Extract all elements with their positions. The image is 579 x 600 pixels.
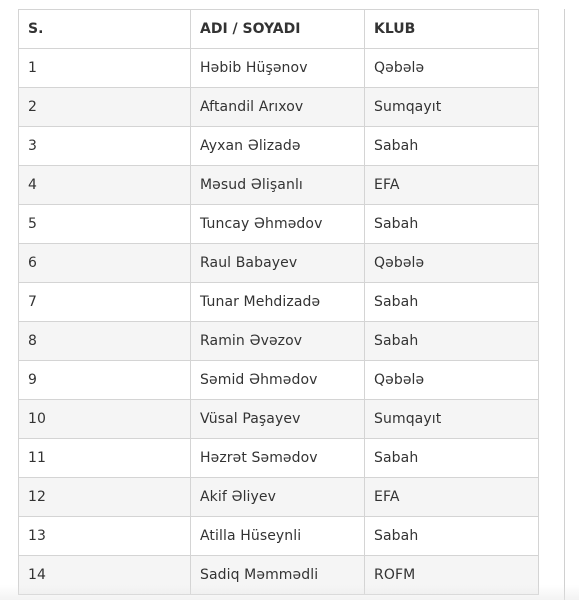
cell-number: 8 [19,322,191,361]
table-row [19,322,539,361]
table-row [19,166,539,205]
players-table-container [18,9,538,595]
cell-name: Akif Əliyev [191,478,365,517]
cell-club: Sabah [365,205,539,244]
header-name: ADI / SOYADI [191,10,365,49]
cell-name: Tunar Mehdizadə [191,283,365,322]
cell-number: 9 [19,361,191,400]
players-table [18,9,539,595]
table-row [19,127,539,166]
table-row [19,283,539,322]
cell-club: Sumqayıt [365,88,539,127]
cell-number: 2 [19,88,191,127]
table-row [19,400,539,439]
cell-club: ROFM [365,556,539,595]
cell-club: Sabah [365,439,539,478]
cell-number: 7 [19,283,191,322]
right-divider [564,9,565,600]
cell-number: 14 [19,556,191,595]
table-row [19,205,539,244]
cell-name: Həbib Hüşənov [191,49,365,88]
cell-club: Sabah [365,127,539,166]
table-row [19,361,539,400]
header-club: KLUB [365,10,539,49]
cell-name: Tuncay Əhmədov [191,205,365,244]
cell-name: Sadiq Məmmədli [191,556,365,595]
cell-name: Raul Babayev [191,244,365,283]
table-header [19,10,539,49]
table-row [19,88,539,127]
cell-name: Ayxan Əlizadə [191,127,365,166]
cell-number: 1 [19,49,191,88]
cell-number: 13 [19,517,191,556]
cell-number: 10 [19,400,191,439]
cell-number: 11 [19,439,191,478]
cell-name: Həzrət Səmədov [191,439,365,478]
table-body [19,49,539,595]
cell-club: Sabah [365,322,539,361]
cell-name: Ramin Əvəzov [191,322,365,361]
header-number: S. [19,10,191,49]
cell-club: Sumqayıt [365,400,539,439]
cell-club: Qəbələ [365,244,539,283]
cell-number: 4 [19,166,191,205]
cell-club: Sabah [365,517,539,556]
cell-name: Aftandil Arıxov [191,88,365,127]
table-row [19,244,539,283]
cell-club: Qəbələ [365,361,539,400]
cell-club: Qəbələ [365,49,539,88]
cell-name: Məsud Əlişanlı [191,166,365,205]
cell-club: Sabah [365,283,539,322]
cell-name: Atilla Hüseynli [191,517,365,556]
table-row [19,439,539,478]
header-row [19,10,539,49]
cell-number: 6 [19,244,191,283]
table-row [19,478,539,517]
cell-name: Səmid Əhmədov [191,361,365,400]
bottom-fade [0,585,579,600]
cell-number: 12 [19,478,191,517]
cell-club: EFA [365,166,539,205]
cell-number: 3 [19,127,191,166]
cell-name: Vüsal Paşayev [191,400,365,439]
cell-number: 5 [19,205,191,244]
table-row [19,517,539,556]
cell-club: EFA [365,478,539,517]
table-row [19,49,539,88]
